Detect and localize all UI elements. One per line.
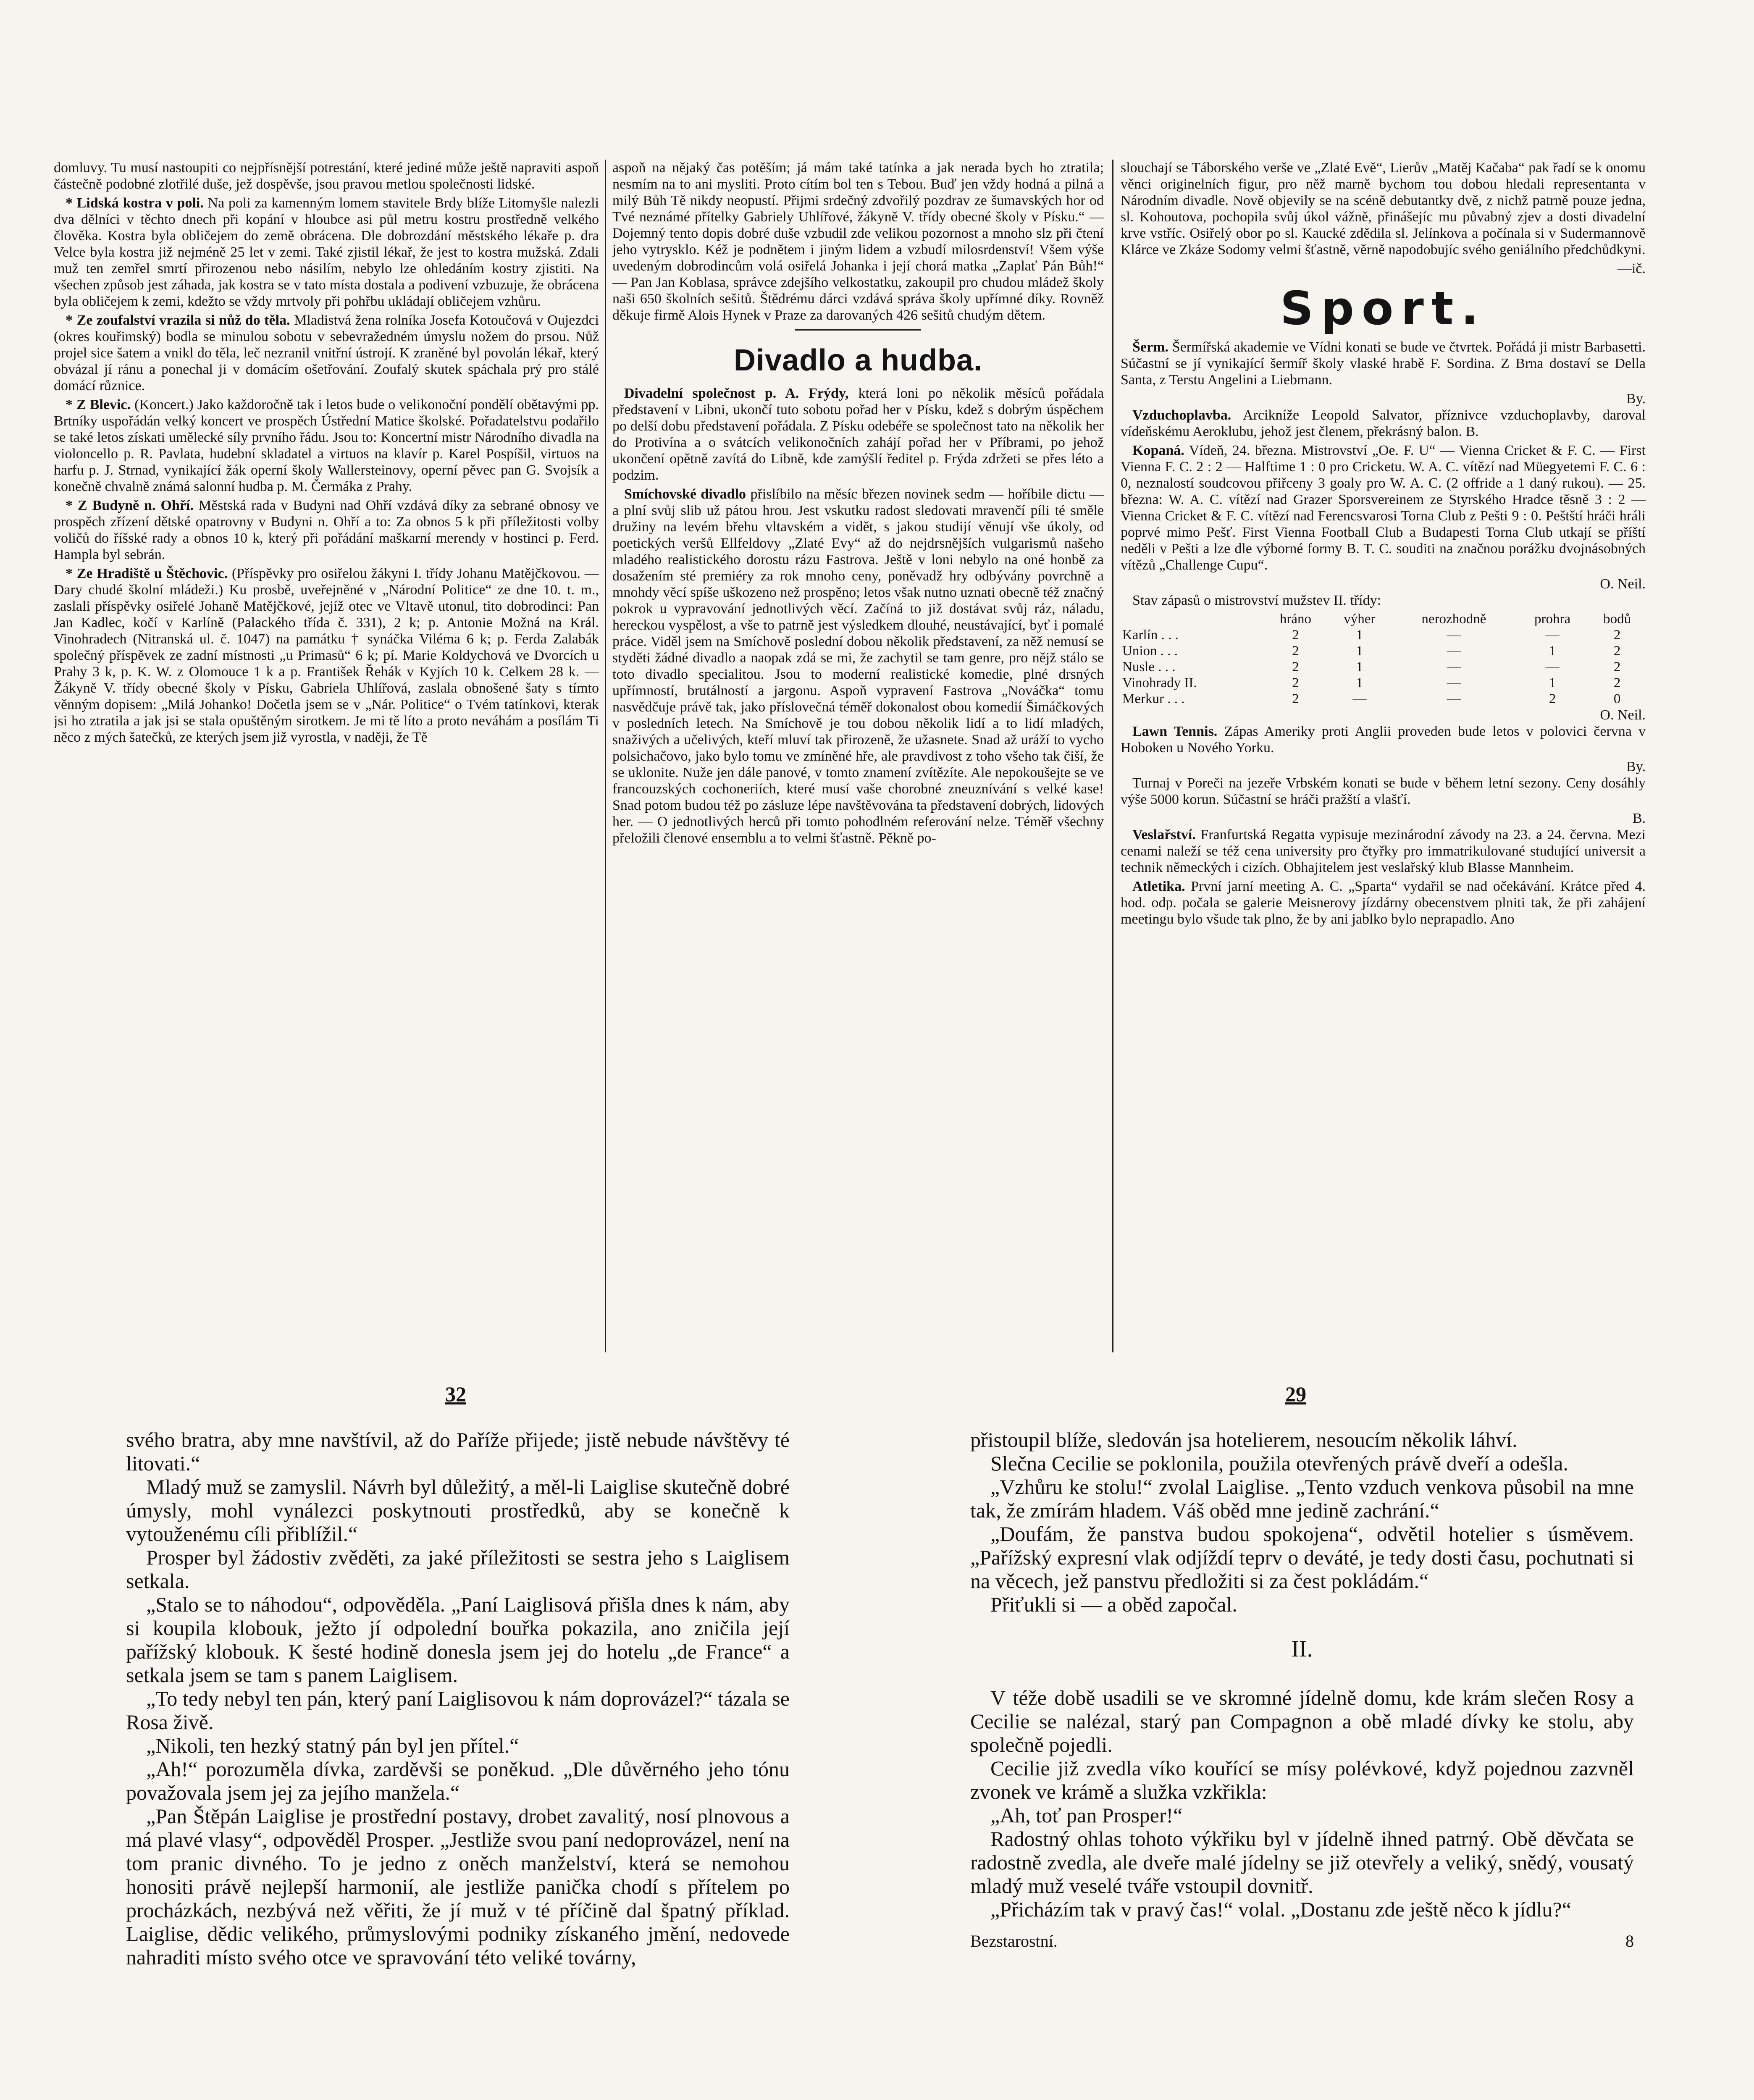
table-cell: 1 [1356,627,1363,643]
signature: —ič. [1617,261,1646,276]
news-text: (Koncert.) Jako každoročně tak i letos bude o velikonoční pondělí obětavými pp. Brtníky uspořádán velký koncert ve prospěch Ústřední Matice školské. Pořadatelstvu podařilo se také letos získati umělecké síly prvního řádu. Jsou to: Koncertní mistr Národního divadla na violoncello p. R. Pavlata, hudební skladatel a virtuos na klavír p. Karel Pospíšil, virtuos na harfu p. J. Strnad, vynikající žák operní školy Wallersteinovy, operní pěvec pan G. Svojsík a konečně chvalně známá salonní hudba p. M. Čermáka z Prahy. [54,397,599,494]
footer-title: Bezstarostní. [970,1932,1058,1950]
newspaper-column-3 [1121,160,1646,1365]
section-title-divadlo: Divadlo a hudba. [733,344,983,377]
novel-paragraph: svého bratra, aby mne navštívil, až do Paříže přijede; jistě nebude návštěvy té litovati.“ [126,1428,790,1475]
table-cell: — [1545,659,1560,675]
footer-signature-number: 8 [1625,1932,1634,1950]
table-cell: 2 [1292,675,1299,690]
table-header-cell [1121,611,1263,627]
signature: B. [1632,811,1646,826]
table-header-cell: hráno [1279,612,1311,627]
table-cell: 1 [1549,675,1556,690]
table-cell: — [1447,691,1461,706]
news-item-veslarstvi [1121,827,1646,876]
news-heading: Atletika. [1132,879,1185,894]
table-cell: 2 [1613,643,1621,659]
section-divider [795,329,921,331]
newspaper-column-2 [612,160,1104,1365]
news-heading: Vzduchoplavba. [1132,407,1231,423]
novel-paragraph: „To tedy nebyl ten pán, který paní Laiglisovou k nám doprovázel?“ tázala se Rosa živě. [126,1687,790,1734]
page-footer [970,1929,1634,1953]
novel-paragraph: „Vzhůru ke stolu!“ zvolal Laiglise. „Tento vzduch venkova působil na mne tak, že zmírám hladem. Váš oběd mne jedině zachrání.“ [970,1475,1634,1522]
news-item-serm [1121,339,1646,388]
news-text: přislíbilo na měsíc březen novinek sedm — hoříbile dictu — a plní svůj slib už pátou hrou. Jest vskutku radost sledovati mravenčí píli té směle družiny na levém břehu vltavském a vidět, s jakou studijí věnují vše úkoly, od poetických veršů Ellfeldovy „Zlaté Evy“ až do nejdrsnějších vulgarismů našeho mladého realistického dorostu rázu Fastrova. Ještě v loni nebylo na oné honbě za dosažením sté premiéry za rok mnoho ceny, poněvadž hry odbývány povrchně a mnohdy věcí spíše uškozeno než prospěno; letos však nutno uznati obecně též značný pokrok u vypravování jednotlivých věcí. Začíná to již dostávat svůj ráz, náladu, hereckou vyspělost, a vše to patrně jest výsledkem dlouhé, neustávající, byť i pomalé práce. Viděl jsem na Smíchově poslední dobou několik představení, za něž nemusí se styděti žádné divadlo a naopak zdá se mi, že zachytil se tam genre, pro nějž stálo se toto divadlo specialitou. Jsou to moderní realistické komedie, plné drsných upřímností, brutálností a jargonu. Aspoň vypravení Fastrova „Nováčka“ tomu nasvědčuje právě tak, jako příslovečná téměř dokonalost obou komedií Šimáčkových v posledních letech. Na Smíchově je tou dobou několik lidí a to lidí mladých, snaživých a učelivých, kteří mluví tak přirozeně, že užasnete. Snad až uráží to vycho polsichačovo, jako bylo tomu ve zmíněné hře, ale pravdivost z toho všeho tak čiší, že se uklonite. Nuže jen dále panové, v tomto znamení zvítězíte. Ale nepokoušejte se ve francouzských cochoneriích, které musí vaše chorobné zneuznívání s velké kase! Snad potom budou též po zásluze lépe navštěvována ta představení dobrých, lidových her. — O jednotlivých herců při tomto pohodlném referování nelze. Téměř všechny přeložili členové ensemblu a to velmi šťastně. Pěkně po- [612,486,1104,846]
news-text: Franfurtská Regatta vypisuje mezinárodní závody na 23. a 24. června. Mezi cenami naleží se též cena university pro čtyřky pro immatrikulované studující universit a technik německých i cizích. Obhajitelem jest veslařský klub Blasse Mannheim. [1121,827,1646,875]
news-item-hradiste [54,565,599,746]
table-cell: 2 [1292,659,1299,675]
novel-paragraph: Cecilie již zvedla víko kouřící se mísy polévkové, když pojednou zazvněl zvonek ve krámě a služka vzkřikla: [970,1756,1634,1803]
table-cell: Merkur . . . [1122,691,1185,706]
news-text: Zápas Ameriky proti Anglii proveden bude letos v polovici června v Hoboken u Nového Yorku. [1121,724,1646,756]
news-text: Městská rada v Budyni nad Ohří vzdává díky za sebrané obnosy ve prospěch zřízení dětské opatrovny v Budyni n. Ohří a to: Za obnos 5 k při příležitosti volby voličů do říšské rady a obnos 10 k, který při pořádání maškarní merendy v hostinci p. Ferd. Hampla byl sebrán. [54,498,599,562]
novel-paragraph: „Ah!“ porozuměla dívka, zarděvši se poněkud. „Dle důvěrného jeho tónu považovala jsem jej za jejího manžela.“ [126,1757,790,1804]
news-heading: Veslařství. [1132,827,1196,843]
news-text: která loni po několik měsíců pořádala představení v Libni, ukončí tuto sobotu pořad her v Písku, kdež s dobrým úspěchem po delší dobu představení pořádala. Z Písku odebéře se společnost tato na několik her do Protivína a o svátcích velikonočních zahájí pořad her v Příbrami, po jehož ukončení opětně zavítá do Libně, kde zamýšlí ředitel p. Frýda zdržeti se přes léto a podzim. [612,386,1104,483]
table-header-row [1121,611,1646,627]
novel-paragraph: přistoupil blíže, sledován jsa hotelierem, nesoucím několik láhví. [970,1428,1518,1452]
novel-page-right [970,1428,1634,2100]
news-heading: Smíchovské divadlo [624,486,746,502]
signature: By. [1626,391,1646,407]
page-number-left: 32 [445,1382,466,1406]
news-heading: * Ze zoufalství vrazila si nůž do těla. [66,312,290,328]
table-cell: 2 [1292,643,1299,659]
column-rule-1 [605,160,606,1352]
news-item-fryda [612,385,1104,483]
news-item-atletika [1121,878,1646,927]
novel-paragraph: „Doufám, že panstva budou spokojena“, odvětil hotelier s úsměvem. „Pařížský expresní vlak odjíždí teprv o deváté, je tedy dosti času, pochutnati si na věcech, jež panstvu předložiti si za čest pokládám.“ [970,1522,1634,1593]
table-cell: — [1447,627,1461,643]
signature: By. [1626,759,1646,774]
table-cell: — [1447,675,1461,690]
section-title-sport: Sport. [1280,281,1486,335]
news-text: Vídeň, 24. března. Mistrovství „Oe. F. U“ — Vienna Cricket & F. C. — First Vienna F. C. 2 : 2 — Halftime 1 : 0 pro Cricketu. W. A. C. vítězí nad Müegyetemi F. C. 6 : 0, neznalostí soudcovou přiřceny 3 goaly pro W. A. C. (2 offride a 1 daný rukou). — 25. března: W. A. C. vítězí nad Grazer Sporsvereinem ze Styrského Hradce těsně 3 : 2 — Vienna Cricket & F. C. vítězí nad Ferencsvarosi Torna Club z Pešti 9 : 0. Peštští hráči hráli poprvé mimo Pešť. First Vienna Football Club a Budapesti Torna Club utkají se příští neděli v Pešti a lze dle výborné formy B. T. C. souditi na značnou porážku dvojnásobných vítězů „Challenge Cupu“. [1121,443,1646,573]
column-rule-2 [1112,160,1113,1352]
news-item-lawn-tennis [1121,723,1646,756]
league-table-title: Stav zápasů o mistrovství mužstev II. třídy: [1132,593,1381,608]
table-cell: — [1352,691,1367,706]
news-heading: Divadelní společnost p. A. Frýdy, [624,386,849,401]
table-cell: 2 [1613,659,1621,675]
news-item-turnaj [1121,775,1646,808]
league-table [1121,611,1646,707]
chapter-heading: II. [1291,1636,1313,1662]
news-text: (Příspěvky pro osiřelou žákyni I. třídy Johanu Matějčkovou. — Dary chudé školní mládeži.) Ku prosbě, uveřejněné v „Národní Politice“ ze dne 10. t. m., zaslali příspěvky osiřelé Johaně Matějčkové, jejíž otec ve Vltavě utonul, tito dobrodinci: Pan Jan Kadlec, kočí v Karlíně (Palackého třída č. 331), 2 k; p. Antonie Možná na Král. Vinohradech (Nitranská ul. č. 1047) na památku † synáčka Viléma 6 k; p. Ferda Zalabák společný příspěvek ze zadní místnosti „u Primasů“ 6 k; pí. Marie Koldychová ve Dvorcích u Prahy 3 k, p. K. W. z Olomouce 1 k a p. František Řehák v Kyjích 10 k. Celkem 28 k. — Žákyně V. třídy obecné školy v Písku, Gabriela Uhlířová, zaslala obnošené šaty s tímto věnným dopisem: „Milá Johanko! Dočetla jsem se v „Nár. Politice“ o Tvém tatínkovi, kterak jsi ho ztratila a jak jsi se stala opuštěným sirotkem. Je mi tě líto a proto neváhám a posílám Ti něco z mých šatečků, ze kterých jsem již vyrostla, v naději, že Tě [54,566,599,745]
novel-paragraph: Přiťukli si — a oběd započal. [990,1593,1237,1616]
news-heading: Lawn Tennis. [1132,724,1218,739]
news-item-blevic [54,396,599,495]
table-cell: 0 [1613,691,1621,706]
novel-paragraph: V téže době usadili se ve skromné jídelně domu, kde krám slečen Rosy a Cecilie se nalézal, starý pan Compagnon a obě mladé dívky ke stolu, aby společně pojedli. [970,1686,1634,1756]
table-header-cell: prohra [1534,612,1571,627]
table-header-cell: výher [1344,612,1376,627]
novel-paragraph: „Stalo se to náhodou“, odpověděla. „Paní Laiglisová přišla dnes k nám, aby si koupila klobouk, ježto jí odpolední bouřka pokazila, ano zničila její pařížský klobouk. K šesté hodině donesla jsem jej do hotelu „de France“ a setkala jsem se tam s panem Laiglisem. [126,1593,790,1687]
news-heading: * Z Blevic. [66,397,131,412]
news-item-vzduchoplavba [1121,407,1646,440]
signature: B. [1465,424,1479,439]
table-row [1121,627,1646,643]
novel-paragraph: Radostný ohlas tohoto výkřiku byl v jídelně ihned patrný. Obě děvčata se radostně zvedla, ale dveře malé jídelny se již otevřely a veliký, snědý, vousatý mladý muž veselé tváře vstoupil dovnitř. [970,1827,1634,1898]
table-row [1121,659,1646,675]
table-cell: 2 [1613,675,1621,690]
table-cell: 1 [1356,675,1363,690]
paragraph: domluvy. Tu musí nastoupiti co nejpřísnější potrestání, které jediné může ještě napraviti aspoň částečně podobné zlotřilé duše, jež dospěvše, jsou pravou metlou společnosti lidské. [54,160,599,192]
newspaper-column-1 [54,160,599,1365]
table-cell: 2 [1549,691,1556,706]
news-item-nuz [54,312,599,394]
news-heading: Kopaná. [1132,443,1184,458]
novel-paragraph: „Přicházím tak v pravý čas!“ volal. „Dostanu zde ještě něco k jídlu?“ [990,1898,1571,1921]
table-cell: 2 [1292,627,1299,643]
signature: O. Neil. [1600,576,1646,592]
table-cell: 1 [1356,659,1363,675]
table-cell: 2 [1292,691,1299,706]
news-text: Turnaj v Poreči na jezeře Vrbském konati se bude v během letní sezony. Ceny dosáhly výše 5000 korun. Súčastní se hráči pražští a vlašťí. [1121,775,1646,807]
paragraph: aspoň na nějaký čas potěším; já mám také tatínka a jak nerada bych ho ztratila; nesmím na to ani mysliti. Proto cítím bol ten s Tebou. Buď jen vždy hodná a pilná a milý Bůh Tě nikdy neopustí. Přijmi srdečný zdvořilý pozdrav ze šumavských hor od Tvé neznámé přítelky Gabriely Uhlířové, žákyně V. třídy obecné školy v Písku.“ — Dojemný tento dopis dobré duše vzbudil zde velikou pozornost a mnoho slz při čtení jeho vytrysklo. Kéž je podnětem i jiným lidem a vzbudí milosrdenství! Všem výše uvedeným dobrodincům volá osiřelá Johanka i její chorá matka „Zaplať Pán Bůh!“ — Pan Jan Koblasa, správce zdejšího velkostatku, zakoupil pro chudou mládež školy naši 650 školních sešitů. Štědrému dárci vzdává správa školy upřímné díky. Rovněž děkuje firmě Alois Hynek v Praze za darovaných 426 sešitů chudým dětem. [612,160,1104,323]
table-cell: Vinohrady II. [1122,675,1197,690]
table-cell: 1 [1549,643,1556,659]
novel-paragraph: Slečna Cecilie se poklonila, použila otevřených právě dveří a odešla. [990,1452,1568,1475]
novel-paragraph: Prosper byl žádostiv zvěděti, za jaké příležitosti se sestra jeho s Laiglisem setkala. [126,1546,790,1593]
table-cell: 2 [1613,627,1621,643]
news-item-budyne [54,497,599,563]
news-heading: * Z Budyně n. Ohří. [66,498,194,513]
news-item-smichov [612,486,1104,846]
novel-page-left [126,1428,790,2100]
page-number-right: 29 [1285,1382,1306,1406]
table-cell: Karlín . . . [1122,627,1179,643]
table-row [1121,643,1646,659]
table-header-cell: nerozhodně [1421,612,1486,627]
table-cell: — [1545,627,1560,643]
table-cell: Nusle . . . [1122,659,1176,675]
news-text: Arcikníže Leopold Salvator, příznivce vzduchoplavby, daroval vídeňskému Aeroklubu, jehož jest členem, překrásný balon. [1121,407,1646,439]
news-text: Šermířská akademie ve Vídni konati se bude ve čtvrtek. Pořádá ji mistr Barbasetti. Súčastní se jí vynikající šermíř školy vlaské hrabě F. Sordina. Z Brna dostaví se Della Santa, z Terstu Angelini a Liebmann. [1121,339,1646,388]
table-header-cell: bodů [1603,612,1631,627]
signature: O. Neil. [1600,707,1646,723]
novel-paragraph: „Ah, toť pan Prosper!“ [990,1803,1183,1827]
news-text: Na poli za kamenným lomem stavitele Brdy blíže Litomyšle nalezli dva dělníci v těchto dnech při kopání v hloubce asi půl metru kostru prostředně velkého člověka. Kostra byla obličejem do země obrácena. Dle dobrozdání městského lékaře p. dra Velce byla kostra již nejméně 25 let v zemi. Také zjistil lékař, že jest to kostra mužská. Zdali muž ten zemřel smrtí přirozenou nebo násilím, nebylo lze ohledáním kostry zjistiti. Na všechen způsob jest záhada, jak kostra se v tato místa dostala a podivení vzbuzuje, že obrácena byla obličejem k zemi, kdežto se vždy mrtvoly při pohřbu ukládají obličejem vzhůru. [54,195,599,309]
news-item-kopana [1121,442,1646,573]
table-cell: Union . . . [1122,643,1178,659]
news-text: První jarní meeting A. C. „Sparta“ vydařil se nad očekávání. Krátce před 4. hod. odp. počala se galerie Meisnerovy jízdárny obecenstvem plniti tak, že při zahájení meetingu bylo všude tak plno, že by ani jablko bylo neprapadlo. Ano [1121,879,1646,927]
table-cell: — [1447,659,1461,675]
news-heading: * Lidská kostra v poli. [66,195,204,211]
table-cell: 1 [1356,643,1363,659]
novel-paragraph: „Nikoli, ten hezký statný pán byl jen přítel.“ [146,1734,519,1757]
news-item-kostra [54,195,599,310]
news-heading: * Ze Hradiště u Štěchovic. [66,566,228,581]
table-row [1121,691,1646,707]
paragraph: slouchají se Táborského verše ve „Zlaté Evě“, Lierův „Matěj Kačaba“ pak řadí se k onomu věnci originelních figur, pro něž marně bychom tou dobou hledali representanta v Národním divadle. Nově objevily se na scéně debutantky dvě, z nichž patrně pouze jedna, sl. Kohoutova, pochopila svůj úkol vážně, přinášejíc mu půvabný zjev a dosti divadelní krve vstříc. Osiřelý obor po sl. Kaucké zdědila sl. Jelínkova a počínala si v Sudermannově Klárce ve Zkáze Sodomy velmi šťastně, věrně napodobujíc svého geniálního předchůdkyni. [1121,160,1646,257]
novel-paragraph: Mladý muž se zamyslil. Návrh byl důležitý, a měl-li Laiglise skutečně dobré úmysly, mohl vynálezci poskytnouti prostředků, aby se konečně k vytouženému cíli přiblížil.“ [126,1475,790,1546]
news-heading: Šerm. [1132,339,1168,355]
table-cell: — [1447,643,1461,659]
novel-paragraph: „Pan Štěpán Laiglise je prostřední postavy, drobet zavalitý, nosí plnovous a má plavé vlasy“, odpověděl Prosper. „Jestliže svou paní nedoprovázel, není na tom pranic divného. To je jedno z oněch manželství, která se nemohou honositi právě nejlepší harmonií, ale jestliže panička chodí s přítelem po procházkách, nezbývá než věřiti, že jí muž v té příčině dal špatný příklad. Laiglise, dědic velikého, průmyslovými podniky získaného jmění, nedovede nahraditi místo svého otce ve spravování této veliké továrny, [126,1804,790,1969]
table-row [1121,675,1646,691]
news-text: Mladistvá žena rolníka Josefa Kotoučová v Oujezdci (okres kouřimský) bodla se minulou sobotu v sebevražedném úmyslu nožem do prsou. Nůž projel sice šatem a vnikl do těla, leč nezranil vnitřní ústrojí. K zraněné byl povolán lékař, který obvázal jí ránu a ponechal ji v domácím ošetřování. Zoufalý skutek spáchala prý pro stálé domácí různice. [54,312,599,394]
